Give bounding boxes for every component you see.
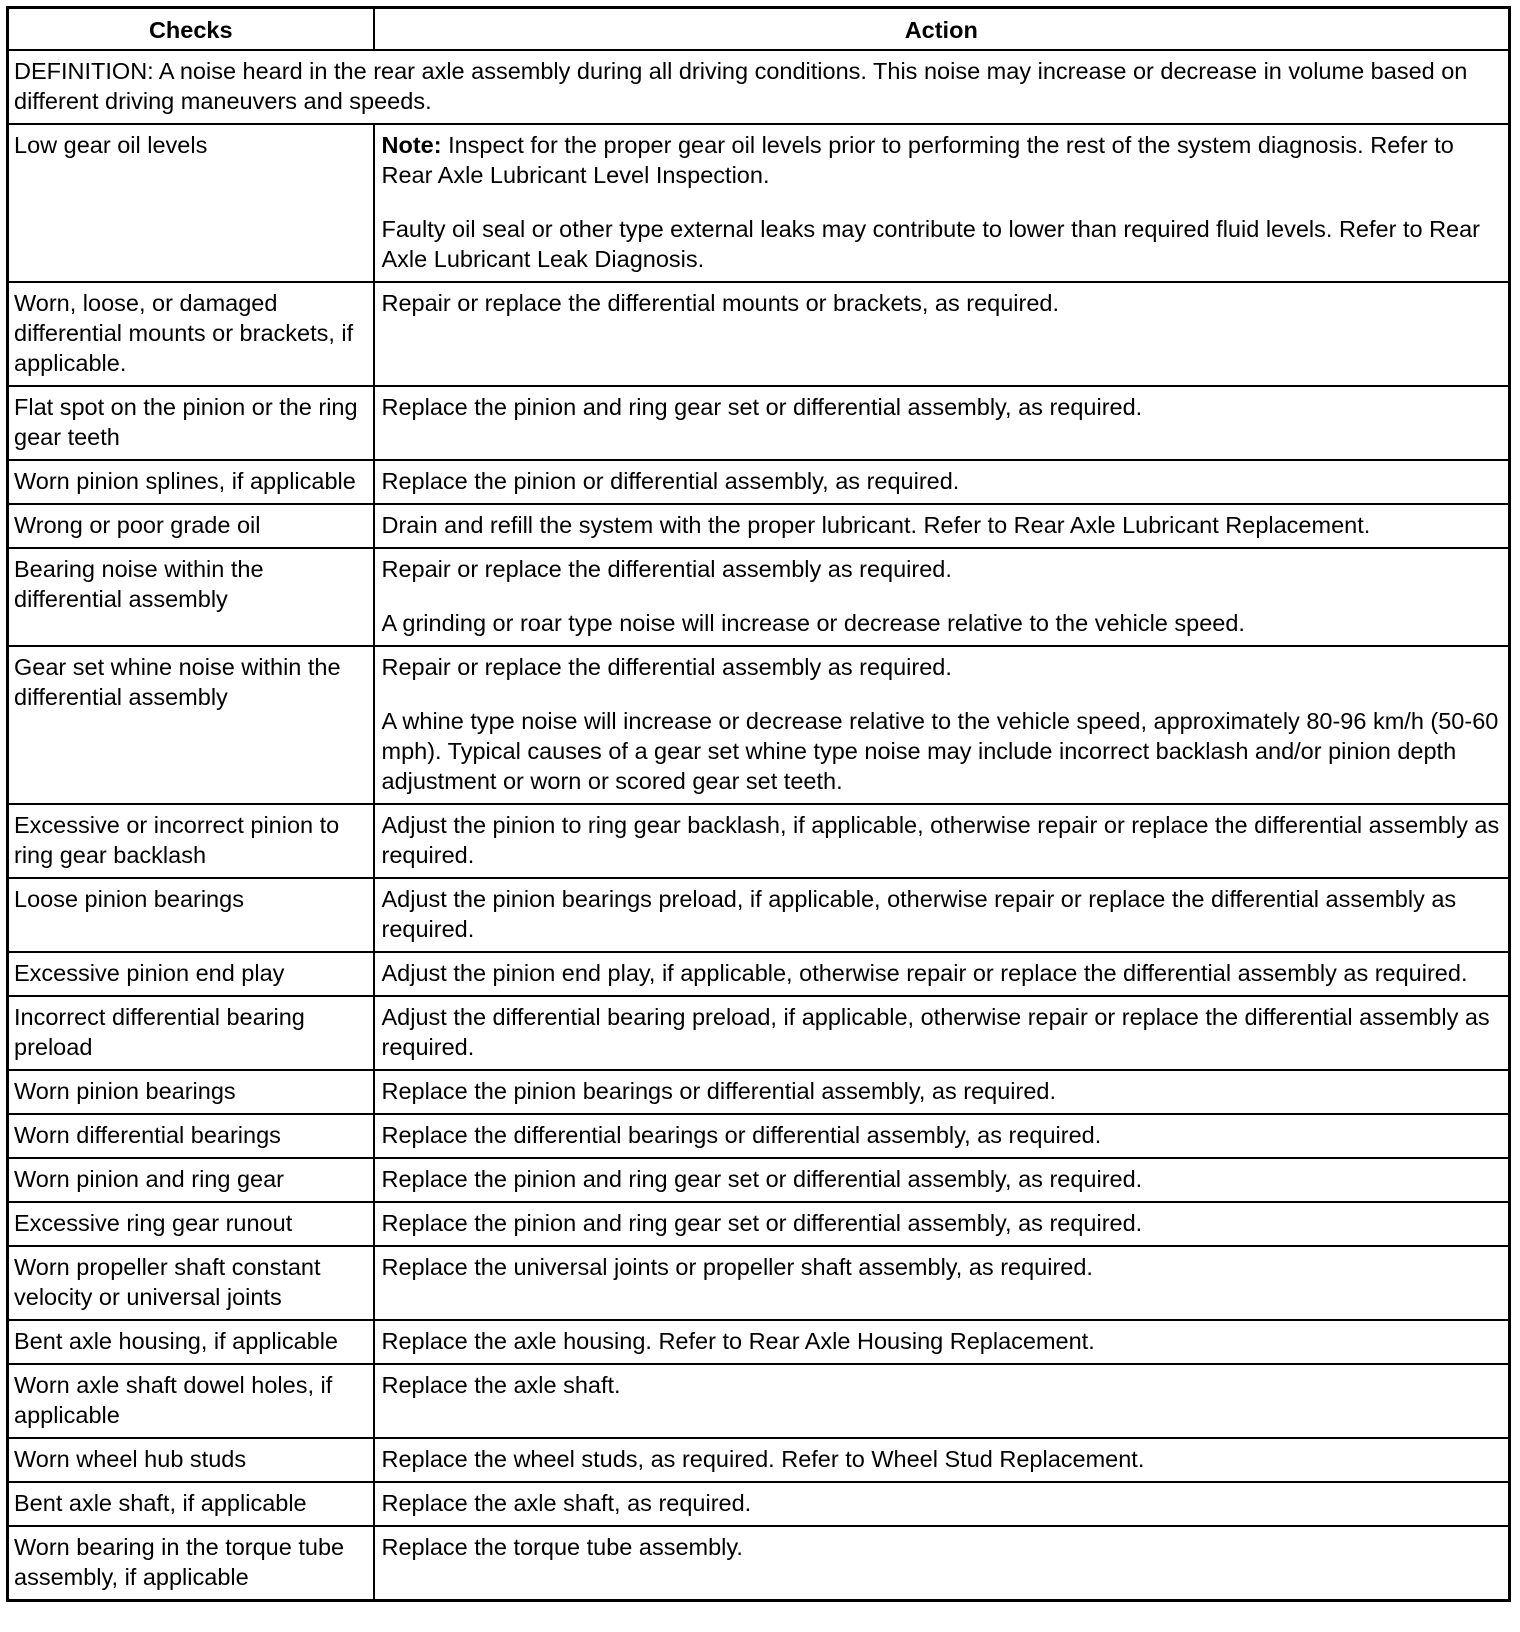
table-row	[8, 1114, 1510, 1158]
table-row	[8, 1482, 1510, 1526]
table-row	[8, 804, 1510, 878]
check-cell: Worn propeller shaft constant velocity or universal joints	[8, 1246, 374, 1320]
check-cell: Worn pinion and ring gear	[8, 1158, 374, 1202]
diagnosis-table	[6, 6, 1511, 1602]
action-cell: Replace the pinion and ring gear set or differential assembly, as required.	[374, 1158, 1510, 1202]
action-cell: Replace the axle shaft.	[374, 1364, 1510, 1438]
action-cell	[374, 124, 1510, 282]
action-cell: Adjust the pinion to ring gear backlash, if applicable, otherwise repair or replace the differential assembly as required.	[374, 804, 1510, 878]
table-row	[8, 1202, 1510, 1246]
action-cell: Replace the axle housing. Refer to Rear Axle Housing Replacement.	[374, 1320, 1510, 1364]
table-row	[8, 124, 1510, 282]
check-cell: Worn pinion splines, if applicable	[8, 460, 374, 504]
check-cell: Worn, loose, or damaged differential mounts or brackets, if applicable.	[8, 282, 374, 386]
action-paragraph: Faulty oil seal or other type external leaks may contribute to lower than required fluid levels. Refer to Rear Axle Lubricant Leak Diagnosis.	[381, 216, 1481, 272]
header-checks: Checks	[8, 8, 374, 51]
check-cell: Worn wheel hub studs	[8, 1438, 374, 1482]
table-row	[8, 1070, 1510, 1114]
action-paragraph: Repair or replace the differential assembly as required.	[381, 556, 952, 582]
note-text: Inspect for the proper gear oil levels prior to performing the rest of the system diagnosis. Refer to Rear Axle Lubricant Level Inspection.	[381, 132, 1454, 188]
table-row	[8, 1158, 1510, 1202]
action-paragraph: Repair or replace the differential assembly as required.	[381, 654, 952, 680]
action-paragraph: A whine type noise will increase or decrease relative to the vehicle speed, approximately 80-96 km/h (50-60 mph). Typical causes of a gear set whine type noise may include incorrect backlash and/or pinion depth adjustment or worn or scored gear set teeth.	[381, 708, 1499, 794]
check-cell: Worn bearing in the torque tube assembly, if applicable	[8, 1526, 374, 1601]
table-row	[8, 1438, 1510, 1482]
check-cell: Bearing noise within the differential assembly	[8, 548, 374, 646]
table-row	[8, 504, 1510, 548]
check-cell: Excessive pinion end play	[8, 952, 374, 996]
action-cell: Drain and refill the system with the proper lubricant. Refer to Rear Axle Lubricant Replacement.	[374, 504, 1510, 548]
check-cell: Flat spot on the pinion or the ring gear teeth	[8, 386, 374, 460]
check-cell: Wrong or poor grade oil	[8, 504, 374, 548]
table-row	[8, 996, 1510, 1070]
check-cell: Worn pinion bearings	[8, 1070, 374, 1114]
action-cell: Replace the universal joints or propeller shaft assembly, as required.	[374, 1246, 1510, 1320]
action-cell: Adjust the pinion end play, if applicable, otherwise repair or replace the differential assembly as required.	[374, 952, 1510, 996]
action-cell: Replace the differential bearings or differential assembly, as required.	[374, 1114, 1510, 1158]
check-cell: Gear set whine noise within the differential assembly	[8, 646, 374, 804]
action-cell: Replace the pinion or differential assembly, as required.	[374, 460, 1510, 504]
table-row	[8, 282, 1510, 386]
header-row	[8, 8, 1510, 51]
note-label: Note:	[381, 132, 442, 158]
action-cell: Replace the pinion and ring gear set or differential assembly, as required.	[374, 1202, 1510, 1246]
table-row	[8, 460, 1510, 504]
definition-row	[8, 50, 1510, 124]
header-action: Action	[374, 8, 1510, 51]
check-cell: Worn differential bearings	[8, 1114, 374, 1158]
table-row	[8, 386, 1510, 460]
definition-text: DEFINITION: A noise heard in the rear axle assembly during all driving conditions. This noise may increase or decrease in volume based on different driving maneuvers and speeds.	[8, 50, 1510, 124]
table-row	[8, 952, 1510, 996]
action-cell: Replace the pinion bearings or differential assembly, as required.	[374, 1070, 1510, 1114]
action-cell	[374, 646, 1510, 804]
action-cell: Repair or replace the differential mounts or brackets, as required.	[374, 282, 1510, 386]
check-cell: Bent axle housing, if applicable	[8, 1320, 374, 1364]
check-cell: Excessive or incorrect pinion to ring gear backlash	[8, 804, 374, 878]
note-paragraph	[382, 130, 1503, 190]
action-cell: Adjust the pinion bearings preload, if applicable, otherwise repair or replace the differential assembly as required.	[374, 878, 1510, 952]
action-cell: Replace the pinion and ring gear set or differential assembly, as required.	[374, 386, 1510, 460]
action-paragraph: A grinding or roar type noise will increase or decrease relative to the vehicle speed.	[381, 610, 1245, 636]
action-cell: Replace the wheel studs, as required. Refer to Wheel Stud Replacement.	[374, 1438, 1510, 1482]
check-cell: Bent axle shaft, if applicable	[8, 1482, 374, 1526]
table-row	[8, 548, 1510, 646]
check-cell: Loose pinion bearings	[8, 878, 374, 952]
check-cell: Worn axle shaft dowel holes, if applicable	[8, 1364, 374, 1438]
action-cell: Replace the torque tube assembly.	[374, 1526, 1510, 1601]
table-row	[8, 1246, 1510, 1320]
action-cell: Replace the axle shaft, as required.	[374, 1482, 1510, 1526]
table-row	[8, 1364, 1510, 1438]
table-row	[8, 1526, 1510, 1601]
table-row	[8, 878, 1510, 952]
check-cell: Low gear oil levels	[8, 124, 374, 282]
check-cell: Excessive ring gear runout	[8, 1202, 374, 1246]
table-row	[8, 646, 1510, 804]
action-cell	[374, 548, 1510, 646]
check-cell: Incorrect differential bearing preload	[8, 996, 374, 1070]
action-cell: Adjust the differential bearing preload, if applicable, otherwise repair or replace the differential assembly as required.	[374, 996, 1510, 1070]
table-row	[8, 1320, 1510, 1364]
